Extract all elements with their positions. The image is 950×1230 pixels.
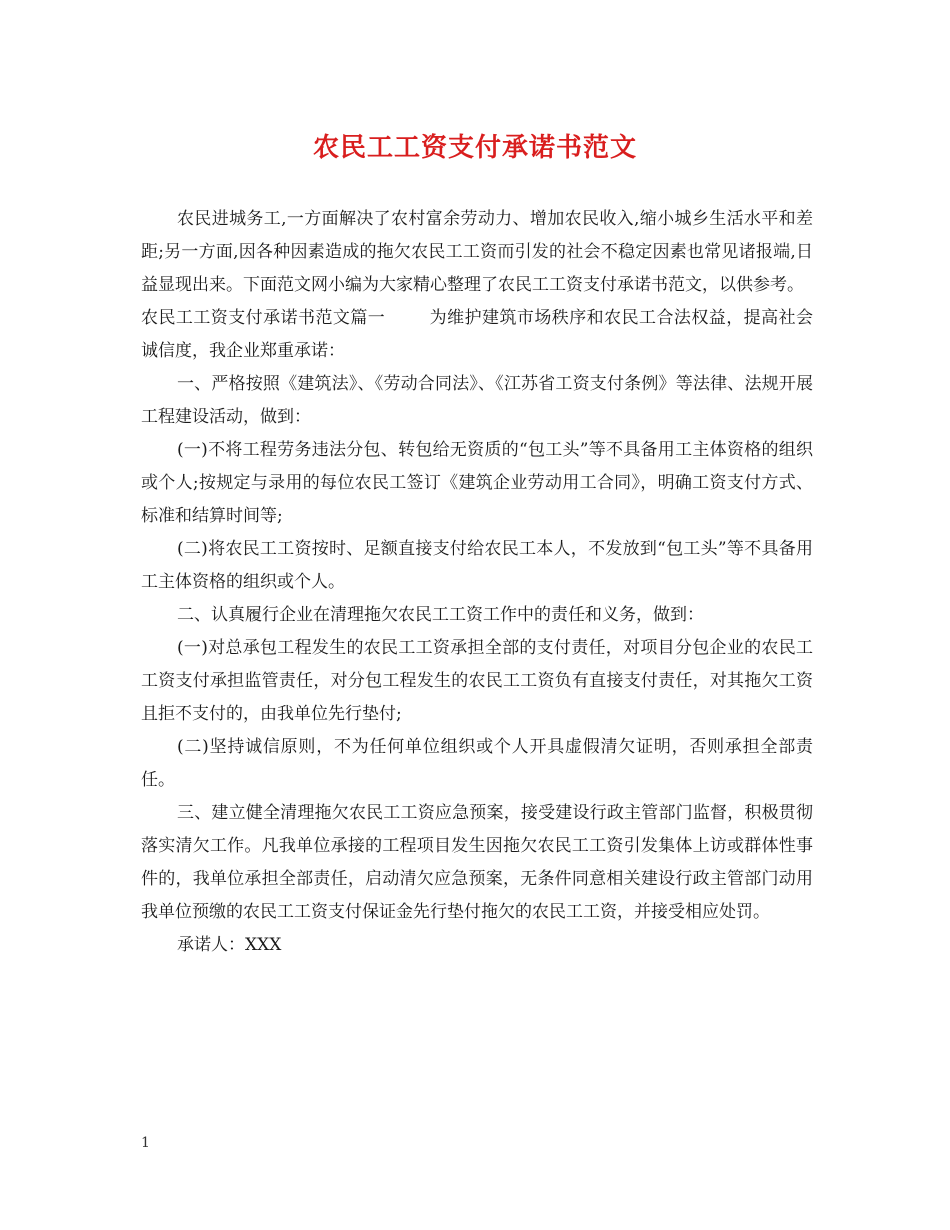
page-title: 农民工工资支付承诺书范文: [312, 133, 637, 163]
page-number: 1: [141, 1135, 150, 1151]
section-lead: 为维护建筑市场秩序和农民工合法权益，提高社会诚信度，我企业郑重承诺：: [141, 308, 814, 361]
signatory: 承诺人：XXX: [177, 935, 282, 955]
clause-1-1: (一)不将工程劳务违法分包、转包给无资质的“包工头”等不具备用工主体资格的组织或个人;按规定与录用的每位农民工签订《建筑企业劳动用工合同》，明确工资支付方式、标准和结算时间等;: [141, 440, 813, 526]
clause-1-2: (二)将农民工工资按时、足额直接支付给农民工本人，不发放到“包工头”等不具备用工主体资格的组织或个人。: [141, 539, 813, 592]
intro-paragraph: 农民进城务工,一方面解决了农村富余劳动力、增加农民收入,缩小城乡生活水平和差距;另一方面,因各种因素造成的拖欠农民工工资而引发的社会不稳定因素也常见诸报端,日益显现出来。下面范文网小编为大家精心整理了农民工工资支付承诺书范文，以供参考。: [141, 209, 813, 295]
clause-1: 一、严格按照《建筑法》、《劳动合同法》、《江苏省工资支付条例》等法律、法规开展工程建设活动，做到：: [141, 374, 813, 427]
section-heading: 农民工工资支付承诺书范文篇一: [141, 308, 386, 328]
clause-2-2: (二)坚持诚信原则，不为任何单位组织或个人开具虚假清欠证明，否则承担全部责任。: [141, 737, 813, 790]
clause-2-1: (一)对总承包工程发生的农民工工资承担全部的支付责任，对项目分包企业的农民工工资支付承担监管责任，对分包工程发生的农民工工资负有直接支付责任，对其拖欠工资且拒不支付的，由我单位先行垫付;: [141, 638, 813, 724]
section-paragraph: [141, 302, 813, 368]
document-body: [141, 203, 813, 962]
clause-3: 三、建立健全清理拖欠农民工工资应急预案，接受建设行政主管部门监督，积极贯彻落实清欠工作。凡我单位承接的工程项目发生因拖欠农民工工资引发集体上访或群体性事件的，我单位承担全部责任，启动清欠应急预案，无条件同意相关建设行政主管部门动用我单位预缴的农民工工资支付保证金先行垫付拖欠的农民工工资，并接受相应处罚。: [141, 803, 813, 922]
clause-2: 二、认真履行企业在清理拖欠农民工工资工作中的责任和义务，做到：: [177, 605, 704, 625]
